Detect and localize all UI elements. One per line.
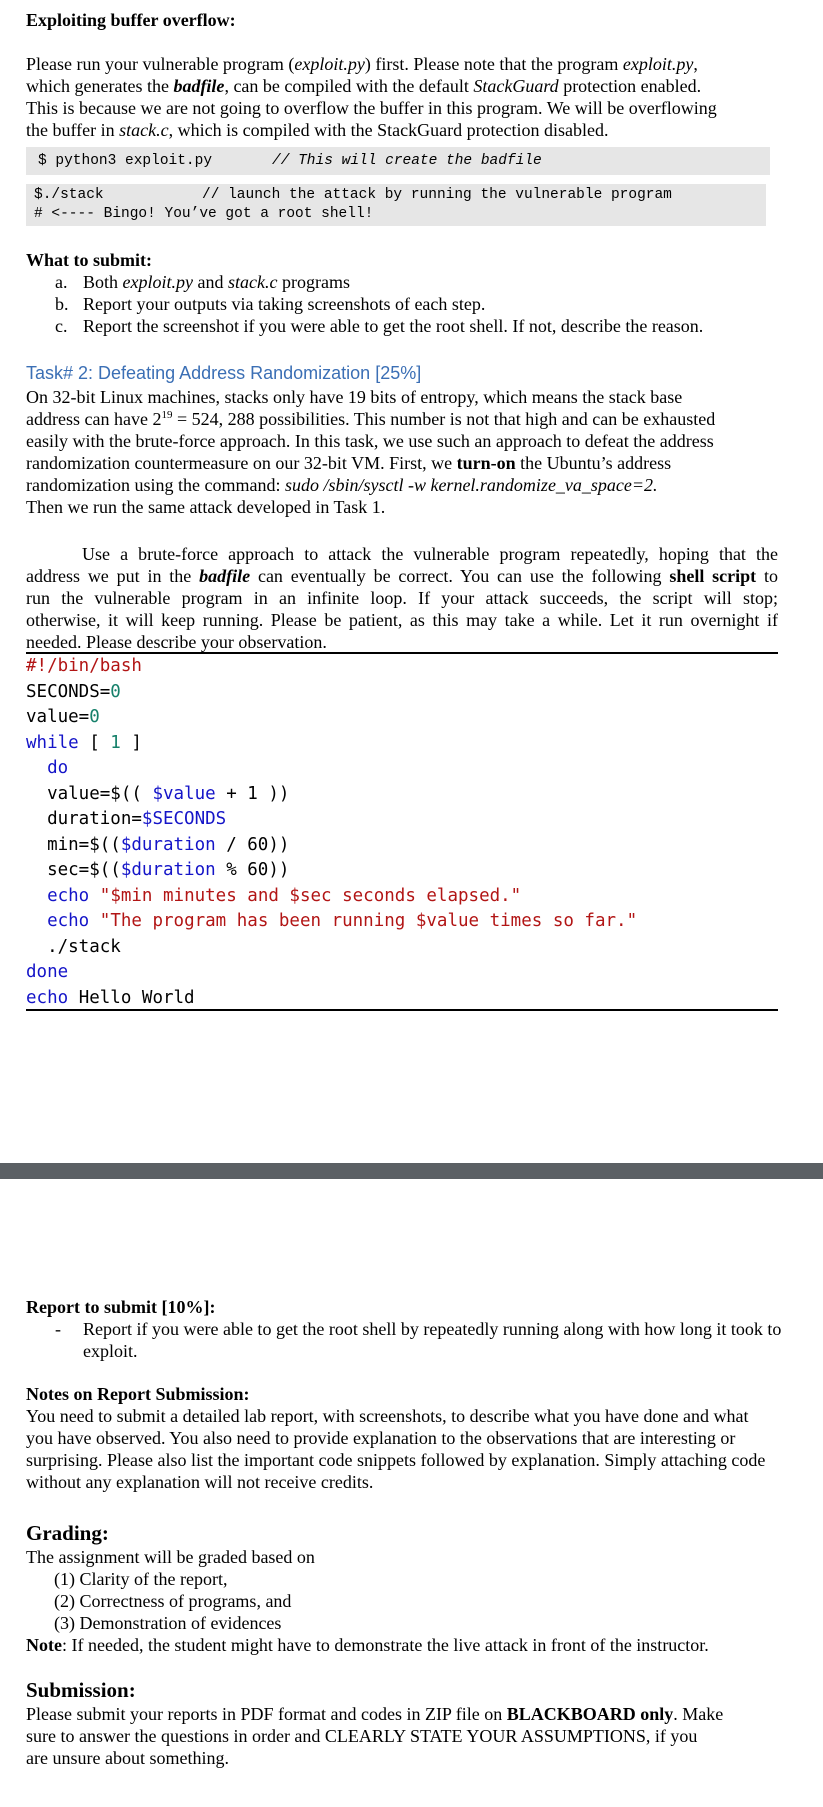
script-line: #!/bin/bash xyxy=(26,656,142,676)
task2-paragraph-2: Use a brute-force approach to attack the vulnerable program repeatedly, hoping that the address we put in the badfile can eventually be correct. You can use the following shell script to run the vulnerable program in an infinite loop. If your attack succeeds, the script will stop; otherwise, it will keep running. Please be patient, as this may take a while. Let it run overnight if needed. Please describe your observation. xyxy=(26,544,778,652)
list-item: c. Report the screenshot if you were able to get the root shell. If not, describe the reason. xyxy=(55,316,704,336)
grading-item: (1) Clarity of the report, xyxy=(54,1569,228,1589)
grading-item: (2) Correctness of programs, and xyxy=(54,1591,292,1611)
page-break-separator xyxy=(0,1163,823,1179)
command-stack-comment: // launch the attack by running the vulnerable program xyxy=(202,187,672,203)
section1-paragraph: Please run your vulnerable program (exploit.py) first. Please note that the program exploit.py, which generates the badfile, can be compiled with the default StackGuard protection enabled. This is because we are not going to overflow the buffer in this program. We will be overflowing the buffer in stack.c, which is compiled with the StackGuard protection disabled. xyxy=(26,54,717,140)
script-line: while [ 1 ] xyxy=(26,732,142,753)
script-line: do xyxy=(47,758,69,778)
script-line: done xyxy=(26,962,69,982)
report-heading: Report to submit [10%]: xyxy=(26,1297,216,1317)
script-line: echo Hello World xyxy=(26,987,195,1008)
command-root-shell: # <---- Bingo! You’ve got a root shell! xyxy=(34,206,374,222)
grading-item: (3) Demonstration of evidences xyxy=(54,1613,282,1633)
script-line: sec=$(($duration % 60)) xyxy=(26,860,290,880)
list-item: b. Report your outputs via taking screenshots of each step. xyxy=(55,294,486,314)
script-line: value=$(( $value + 1 )) xyxy=(26,783,290,804)
script-line: echo "The program has been running $value times so far." xyxy=(47,911,638,931)
command-python: $ python3 exploit.py xyxy=(38,153,213,169)
grading-note: Note: If needed, the student might have to demonstrate the live attack in front of the instructor. xyxy=(26,1635,709,1655)
command-stack: $./stack xyxy=(34,187,104,203)
section-heading-exploiting: Exploiting buffer overflow: xyxy=(26,10,236,30)
list-item: a. Both exploit.py and stack.c programs xyxy=(55,272,350,292)
script-line: duration=$SECONDS xyxy=(26,809,227,829)
grading-heading: Grading: xyxy=(26,1521,109,1545)
task2-paragraph-1: On 32-bit Linux machines, stacks only have 19 bits of entropy, which means the stack base address can have $2^{19} = 524$, 288 possibilities. This number is not that high and can be exhausted easily with the brute-force approach. In this task, we use such an approach to defeat the address randomization countermeasure on our 32-bit VM. First, we turn-on the Ubuntu’s address randomization using the command: sudo /sbin/sysctl -w kernel.randomize_va_space=2. Then we run the same attack developed in Task 1. xyxy=(26,387,716,517)
script-line: SECONDS=0 xyxy=(26,681,121,702)
script-line: value=0 xyxy=(26,707,100,727)
what-to-submit-list xyxy=(55,271,785,337)
submission-heading: Submission: xyxy=(26,1678,136,1702)
script-line: echo "$min minutes and $sec seconds elapsed." xyxy=(47,885,522,906)
script-line: ./stack xyxy=(26,936,121,957)
script-bottom-rule xyxy=(26,1009,778,1011)
report-list xyxy=(55,1318,785,1362)
grading-intro: The assignment will be graded based on xyxy=(26,1547,315,1567)
notes-paragraph: You need to submit a detailed lab report, with screenshots, to describe what you have done and what you have observed. You also need to provide explanation to the observations that are interesting or surprising. Please also list the important code snippets followed by explanation. Simply attaching code without any explanation will not receive credits. xyxy=(26,1406,766,1492)
list-item: - Report if you were able to get the root shell by repeatedly running along with how long it took to exploit. xyxy=(55,1319,782,1361)
script-line: min=$(($duration / 60)) xyxy=(26,834,290,855)
notes-heading: Notes on Report Submission: xyxy=(26,1384,250,1404)
command-python-comment: // This will create the badfile xyxy=(272,153,542,169)
task2-heading: Task# 2: Defeating Address Randomization [25%] xyxy=(26,363,422,383)
submission-paragraph: Please submit your reports in PDF format and codes in ZIP file on BLACKBOARD only. Make sure to answer the questions in order and CLEARLY STATE YOUR ASSUMPTIONS, if you are unsure about something. xyxy=(26,1704,724,1768)
what-to-submit-heading: What to submit: xyxy=(26,250,153,270)
shell-script xyxy=(26,654,637,1011)
